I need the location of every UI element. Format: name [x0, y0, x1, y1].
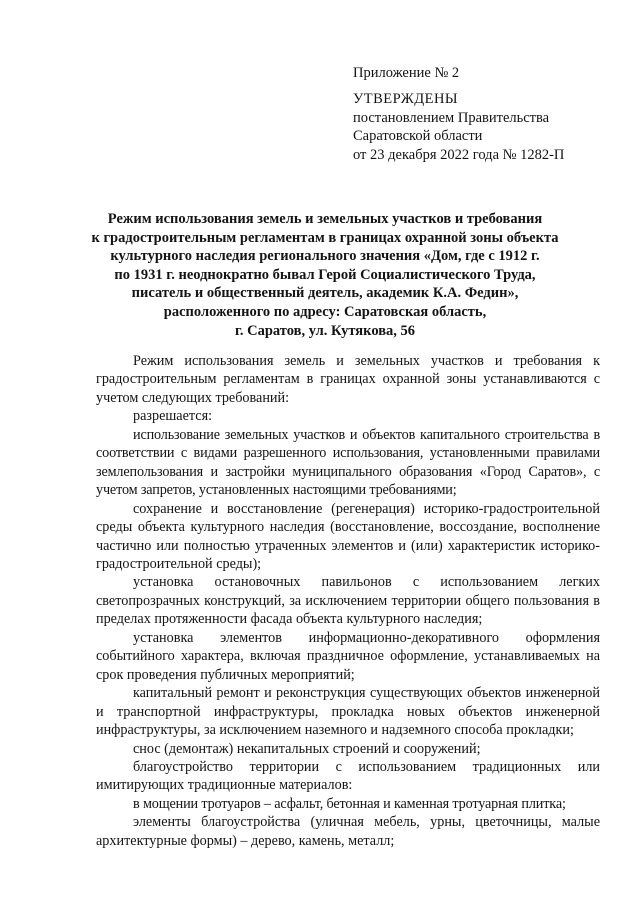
approval-line: от 23 декабря 2022 года № 1282-П — [353, 146, 565, 163]
approval-block — [353, 90, 564, 164]
body-paragraph: разрешается: — [133, 408, 213, 425]
approval-line: постановлением Правительства — [353, 109, 550, 126]
body-paragraph: в мощении тротуаров – асфальт, бетонная и каменная тротуарная плитка; — [133, 795, 566, 812]
title-line: г. Саратов, ул. Кутякова, 56 — [234, 322, 416, 339]
body-paragraph: капитальный ремонт и реконструкция существующих объектов инженерной и транспортной инфраструктуры, прокладка новых объектов инженерной инфраструктуры, за исключением наземного и надземного способа прокладки; — [96, 685, 600, 739]
document-body — [96, 352, 600, 850]
body-paragraph: использование земельных участков и объектов капитального строительства в соответствии с видами разрешенного использования, установленными правилами землепользования и застройки муниципального образования «Город Саратов», с учетом запретов, установленных настоящими требованиями; — [96, 426, 600, 499]
title-line: к градостроительным регламентам в границах охранной зоны объекта — [91, 229, 559, 246]
title-line: по 1931 г. неоднократно бывал Герой Социалистического Труда, — [114, 266, 536, 283]
approval-title: УТВЕРЖДЕНЫ — [353, 91, 459, 107]
title-line: Режим использования земель и земельных участков и требования — [107, 211, 543, 227]
appendix-label: Приложение № 2 — [353, 65, 460, 81]
approval-line: Саратовской области — [353, 128, 483, 144]
document-title — [60, 210, 590, 340]
body-paragraph: установка элементов информационно-декоративного оформления событийного характера, включая праздничное оформление, устанавливаемых на срок проведения публичных мероприятий; — [96, 629, 600, 683]
body-paragraph: установка остановочных павильонов с использованием легких светопрозрачных конструкций, за исключением территории общего пользования в пределах протяженности фасада объекта культурного наследия; — [96, 574, 600, 628]
body-paragraph: снос (демонтаж) некапитальных строений и сооружений; — [133, 740, 481, 757]
title-line: культурного наследия регионального значения «Дом, где с 1912 г. — [110, 248, 540, 265]
title-line: расположенного по адресу: Саратовская область, — [163, 303, 487, 320]
body-paragraph: элементы благоустройства (уличная мебель, урны, цветочницы, малые архитектурные формы) – дерево, камень, металл; — [96, 814, 600, 849]
title-line: писатель и общественный деятель, академик К.А. Федин», — [131, 285, 519, 302]
body-paragraph: сохранение и восстановление (регенерация) историко-градостроительной среды объекта культурного наследия (восстановление, воссоздание, восполнение частично или полностью утраченных элементов и (или) характеристик историко-градостроительной среды); — [96, 500, 600, 572]
body-paragraph: благоустройство территории с использованием традиционных или имитирующих традиционные материалов: — [96, 758, 600, 794]
body-paragraph: Режим использования земель и земельных участков и требования к градостроительным регламентам в границах охранной зоны устанавливаются с учетом следующих требований: — [96, 353, 600, 406]
